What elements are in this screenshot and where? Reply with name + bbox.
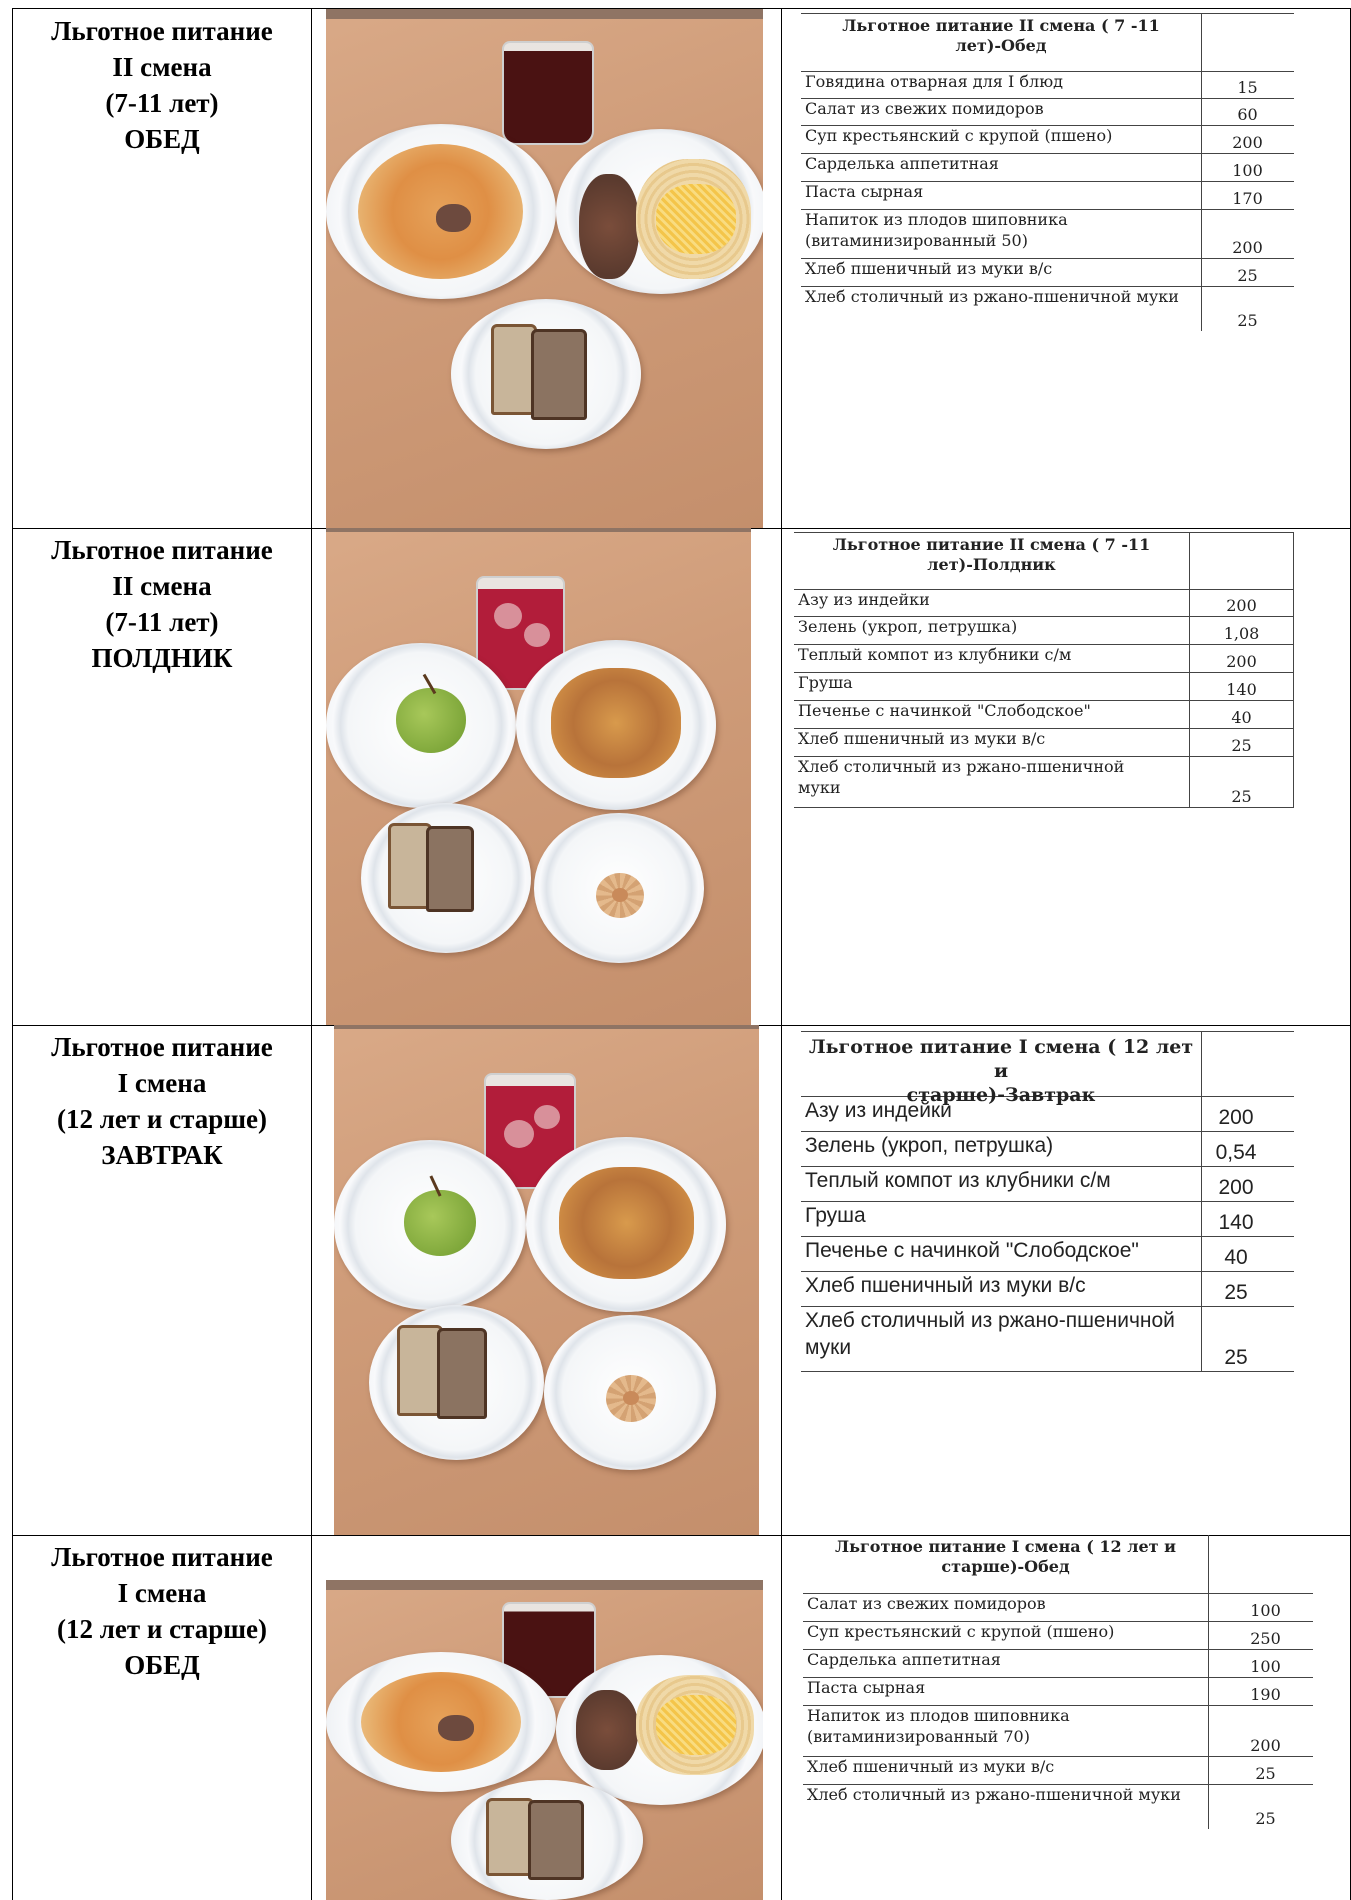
dish-weight: 100 (1232, 161, 1263, 180)
menu-row (794, 673, 1294, 701)
menu-row (801, 1307, 1294, 1372)
dish-weight: 200 (1226, 596, 1257, 615)
dish-weight: 140 (1226, 680, 1257, 699)
menu-row (794, 590, 1294, 617)
dish-weight: 25 (1237, 311, 1258, 330)
dish-weight: 25 (1224, 1346, 1248, 1369)
menu-title-line: старше)-Завтрак (906, 1083, 1096, 1106)
dish-name: Хлеб пшеничный из муки в/с (807, 1757, 1055, 1776)
table-row (13, 1535, 1351, 1900)
dish-weight: 40 (1231, 708, 1252, 727)
meal-label-line: II смена (112, 571, 212, 601)
dish-name: Теплый компот из клубники с/м (798, 645, 1072, 664)
cheese (656, 1695, 736, 1755)
dish-name: Печенье с начинкой "Слободское" (798, 701, 1091, 720)
menu-row (801, 1272, 1294, 1307)
dish-weight: 0,54 (1215, 1141, 1257, 1164)
table-row (13, 9, 1351, 529)
dish-weight: 250 (1250, 1629, 1281, 1648)
menu-row (801, 99, 1294, 126)
menu-row (803, 1678, 1313, 1706)
photo-cell (312, 528, 782, 1025)
dish-weight: 40 (1224, 1246, 1248, 1269)
meal-label-line: Льготное питание (51, 535, 273, 565)
dish-name: Хлеб столичный из ржано-пшеничной муки (798, 757, 1125, 797)
dish-name: Сарделька аппетитная (807, 1650, 1001, 1669)
dish-name: Хлеб пшеничный из муки в/с (798, 729, 1046, 748)
sausage (579, 174, 639, 279)
menu-row (801, 1132, 1294, 1167)
dish-weight: 25 (1231, 787, 1252, 806)
dish-weight: 100 (1250, 1657, 1281, 1676)
menu-cell (782, 528, 1351, 1025)
photo-cell (312, 1535, 782, 1900)
rye-bread (426, 826, 474, 912)
dish-weight: 25 (1231, 736, 1252, 755)
menu-row (801, 1097, 1294, 1132)
menu-row (803, 1706, 1313, 1757)
dish-name: Суп крестьянский с крупой (пшено) (807, 1622, 1115, 1641)
dish-weight: 25 (1255, 1764, 1276, 1783)
menu-table (801, 13, 1294, 331)
pear (404, 1190, 476, 1256)
menu-row (801, 1237, 1294, 1272)
menu-row (794, 645, 1294, 673)
dish-weight: 200 (1218, 1106, 1254, 1129)
menu-row (801, 259, 1294, 287)
menu-header (794, 533, 1294, 590)
menu-header (803, 1535, 1313, 1594)
menu-row (801, 287, 1294, 331)
dish-name: Напиток из плодов шиповника (витаминизированный 50) (805, 210, 1068, 250)
dish-name: Паста сырная (807, 1678, 926, 1697)
meal-label-cell (13, 1025, 312, 1535)
dish-weight: 25 (1255, 1809, 1276, 1828)
dish-weight: 170 (1232, 189, 1263, 208)
dish-name: Азу из индейки (805, 1099, 952, 1122)
meal-label-line: (12 лет и старше) (56, 1104, 268, 1134)
meal-label-line: Льготное питание (51, 1032, 273, 1062)
menu-document-table (12, 8, 1351, 1900)
dish-name: Печенье с начинкой "Слободское" (805, 1239, 1139, 1262)
dish-weight: 140 (1218, 1211, 1254, 1234)
meal-photo (326, 9, 763, 528)
dish-name: Хлеб пшеничный из муки в/с (805, 259, 1053, 278)
menu-header (801, 1032, 1294, 1106)
meal-label-line: (7-11 лет) (105, 607, 219, 637)
menu-row (801, 182, 1294, 210)
menu-table (794, 532, 1294, 808)
dish-weight: 200 (1226, 652, 1257, 671)
meal-label-line: (7-11 лет) (105, 88, 219, 118)
drink-glass (502, 41, 594, 145)
photo-cell (312, 9, 782, 528)
meal-label-line: ЗАВТРАК (101, 1140, 223, 1170)
dish-name: Говядина отварная для I блюд (805, 72, 1063, 91)
menu-title-line: Льготное питание II смена ( 7 -11 (842, 16, 1160, 35)
dish-weight: 25 (1224, 1281, 1248, 1304)
dish-name: Суп крестьянский с крупой (пшено) (805, 126, 1113, 145)
meal-label-line: (12 лет и старше) (56, 1614, 268, 1644)
menu-table (801, 1031, 1294, 1372)
dish-name: Теплый компот из клубники с/м (805, 1169, 1111, 1192)
menu-row (803, 1650, 1313, 1678)
dish-weight: 200 (1218, 1176, 1254, 1199)
dish-name: Напиток из плодов шиповника (витаминизированный 70) (807, 1706, 1070, 1746)
menu-header (801, 14, 1294, 72)
dish-name: Паста сырная (805, 182, 924, 201)
menu-row (801, 154, 1294, 182)
dish-name: Хлеб пшеничный из муки в/с (805, 1274, 1086, 1297)
menu-row (794, 757, 1294, 808)
meal-label-cell (13, 1535, 312, 1900)
dish-name: Груша (805, 1204, 866, 1227)
meal-label-line: ОБЕД (124, 1650, 200, 1680)
dish-weight: 25 (1237, 266, 1258, 285)
wheat-bread (486, 1798, 534, 1876)
meal-label-line: ОБЕД (124, 124, 200, 154)
menu-row (801, 210, 1294, 259)
sausage (576, 1690, 638, 1770)
menu-title-line: Льготное питание I смена ( 12 лет и (834, 1537, 1177, 1556)
dish-name: Азу из индейки (798, 590, 930, 609)
menu-row (801, 1167, 1294, 1202)
menu-title-line: старше)-Обед (941, 1557, 1070, 1576)
menu-cell (782, 9, 1351, 528)
menu-row (801, 126, 1294, 154)
dish-name: Хлеб столичный из ржано-пшеничной муки (807, 1785, 1181, 1804)
dish-weight: 15 (1237, 78, 1258, 97)
menu-row (794, 617, 1294, 645)
menu-title-line: лет)-Полдник (927, 555, 1056, 574)
meal-label-line: II смена (112, 52, 212, 82)
dish-name: Хлеб столичный из ржано-пшеничной муки (805, 1309, 1175, 1360)
rye-bread (531, 329, 587, 420)
dish-weight: 200 (1250, 1736, 1281, 1755)
menu-table (803, 1535, 1313, 1829)
turkey-stew (551, 668, 681, 778)
meal-label-line: I смена (117, 1068, 207, 1098)
meal-label-line: ПОЛДНИК (91, 643, 233, 673)
dish-name: Сарделька аппетитная (805, 154, 999, 173)
cheese (656, 184, 736, 254)
dish-weight: 190 (1250, 1685, 1281, 1704)
meal-label-line: I смена (117, 1578, 207, 1608)
menu-title-line: Льготное питание II смена ( 7 -11 (832, 535, 1151, 554)
turkey-stew (559, 1167, 694, 1279)
menu-row (801, 72, 1294, 99)
menu-cell (782, 1535, 1351, 1900)
meal-label-line: Льготное питание (51, 16, 273, 46)
table-row (13, 1025, 1351, 1536)
dish-weight: 60 (1237, 105, 1258, 124)
menu-cell (782, 1025, 1351, 1535)
rye-bread (437, 1328, 487, 1419)
meal-label-cell (13, 528, 312, 1025)
meal-photo (326, 528, 751, 1025)
menu-title-line: лет)-Обед (955, 36, 1047, 55)
pear (396, 688, 466, 753)
dish-weight: 1,08 (1223, 624, 1260, 643)
dish-name: Салат из свежих помидоров (805, 99, 1044, 118)
table-row (13, 528, 1351, 1026)
meal-photo (334, 1025, 759, 1535)
menu-row (803, 1622, 1313, 1650)
menu-row (803, 1594, 1313, 1622)
dish-name: Зелень (укроп, петрушка) (798, 617, 1018, 636)
dish-weight: 200 (1232, 238, 1263, 257)
meal-photo (326, 1580, 763, 1900)
meal-label-line: Льготное питание (51, 1542, 273, 1572)
rye-bread (528, 1800, 584, 1880)
menu-row (794, 729, 1294, 757)
dish-name: Хлеб столичный из ржано-пшеничной муки (805, 287, 1179, 306)
dish-name: Груша (798, 673, 853, 692)
meat-piece (438, 1715, 474, 1741)
photo-cell (312, 1025, 782, 1535)
menu-row (803, 1757, 1313, 1785)
dish-name: Салат из свежих помидоров (807, 1594, 1046, 1613)
meat-piece (436, 204, 471, 232)
menu-row (803, 1785, 1313, 1829)
dish-weight: 100 (1250, 1601, 1281, 1620)
menu-title-line: Льготное питание I смена ( 12 лет и (808, 1036, 1194, 1082)
menu-row (794, 701, 1294, 729)
dish-name: Зелень (укроп, петрушка) (805, 1134, 1054, 1157)
meal-label-cell (13, 9, 312, 528)
dish-weight: 200 (1232, 133, 1263, 152)
menu-row (801, 1202, 1294, 1237)
